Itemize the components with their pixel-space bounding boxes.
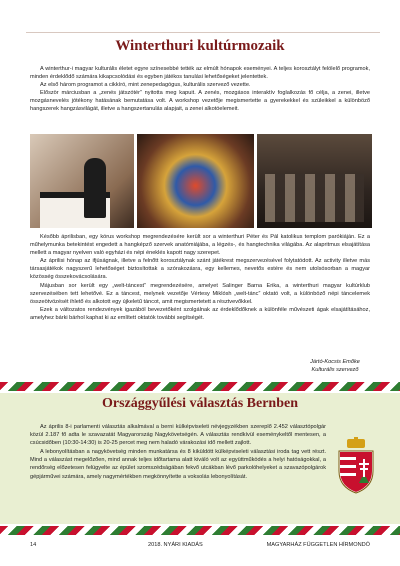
tricolor-divider-top — [0, 382, 400, 391]
article1-paragraph: Az első három programot a cikkíró, mint zenepedagógus, kulturális szervező vezette. — [40, 82, 251, 89]
article1-paragraph: Később áprilisban, egy kórus workshop megrendezésére került sor a winterthuri Péter és Pál katolikus templom parókiáján. Ez a műhelymunka betekintést engedett a hangképző szervek anatómiájába, a légzés-, és hangtechnika világába. Az alapritmus elsajátítása mellett a magyar nyelven való egyházi és népi éneklés kapott nagy szerepet. — [30, 234, 370, 257]
edition-label: 2018. NYÁRI KIADÁS — [148, 542, 203, 548]
article1-paragraph: A winterthur-i magyar kulturális életet egyre színesebbé tették az elmúlt hónapok eseményei. A teljes korosztályt felölelő programok, minden érdeklődő számára kikapcsolódási és egyben játékos tanulási lehetőségeket jelentettek. — [30, 66, 370, 81]
article1-paragraph: Az áprilisi hónap az ifjúságnak, illetve a felnőtt korosztálynak szánt játékrest megszervezésével folytatódott. Az activity illetve más társasjátékok nagyszerű lehetőséget biztosítottak a szórakozásra, egy kellemes, nevetős estére és nem utolsósorban a magyar közösség összekovácsolására. — [30, 258, 370, 281]
article1-title: Winterthuri kultúrmozaik — [115, 38, 285, 54]
article2-paragraph: Az április 8-i parlamenti választás alkalmával a berni külképviseleti névjegyzékben szereplő 2.452 választópolgár közül 2.187 fő adta le szavazatát Magyarország Nagykövetségén. A választás rendkívül eseménykeltől mentesen, a csúcsidőben (10:30-14:30) is 20-25 percet meg nem haladó várakozási idő mellett zajlott. — [30, 424, 326, 447]
author-name: Jártó-Kocsis Emőke — [310, 359, 360, 365]
page-number: 14 — [30, 542, 37, 548]
author-signature — [300, 358, 370, 374]
article2-title: Országgyűlési választás Bernben — [102, 396, 298, 411]
article2-body — [30, 423, 326, 482]
photo-piano-teacher — [30, 134, 134, 228]
article1-intro — [30, 65, 370, 114]
article1-paragraph: Először márciusban a „zenés játszótér” nyitotta meg kapuit. A zenés, mozgásos interaktív foglalkozás fő célja, a zenei, illetve mozgásnevelés jótékony hatásának bemutatása volt. A workshop vezetője megismertette a gyerekekkel és szüleikkel a különböző hangszerek hangzásvilágát, illetve a hangszertanulás alapjait, a zenei alkotóelemeit. — [30, 90, 370, 113]
teacher-figure — [84, 158, 106, 218]
publication-name: MAGYARHÁZ FÜGGETLEN HÍRMONDÓ — [266, 542, 370, 548]
tricolor-divider-bottom — [0, 526, 400, 535]
article1-body — [30, 233, 370, 322]
author-role: Kulturális szervező — [311, 367, 359, 373]
hungarian-coat-of-arms-icon — [335, 437, 377, 495]
article2-paragraph: A lebonyolításban a nagykövetség minden munkatársa és 8 kiküldött külképviseleti választási iroda tag vett részt. Mind a válaszást megelőzően, mind annak teljes időtartama alatt kiváló volt az együttműködés a helyi hatóságokkal, a rendőrség előzetesen felügyelte az épület szomszédságában fekvő utcákban lévő parkolóhelyeket a szavazópolgárok gépjárművei számára, amely nagymértékben megkönnyítette a voksolás lebonyolítását. — [30, 449, 326, 480]
article1-paragraph: Ezek a változatos rendezvények igazából bevezetőként szolgálnak az érdeklődőknek a különféle művészeti ágak elsajátításához, amelyhez bárki bárhol kaphat ki az említett oktatók további segítségét. — [30, 306, 370, 321]
photo-dance-evening — [257, 134, 372, 228]
article1-paragraph: Májusban sor került egy „welt-táncest” megrendezésére, amelyet Salinger Barna Erika, a winterthuri magyar kultúrklub szervezésében tett lehetővé. Ez a táncest, melynek vezetője Vértesy Miklósh „welt-tánc” oktató volt, a különböző népi táncelemek összeötvözését ihlető és alkotott egy újkeletű táncot, amit megismertetett a résztvevőkkel. — [30, 282, 370, 305]
photo-musical-playground — [137, 134, 254, 228]
photo-strip — [30, 134, 372, 228]
dancers-group — [265, 174, 364, 222]
